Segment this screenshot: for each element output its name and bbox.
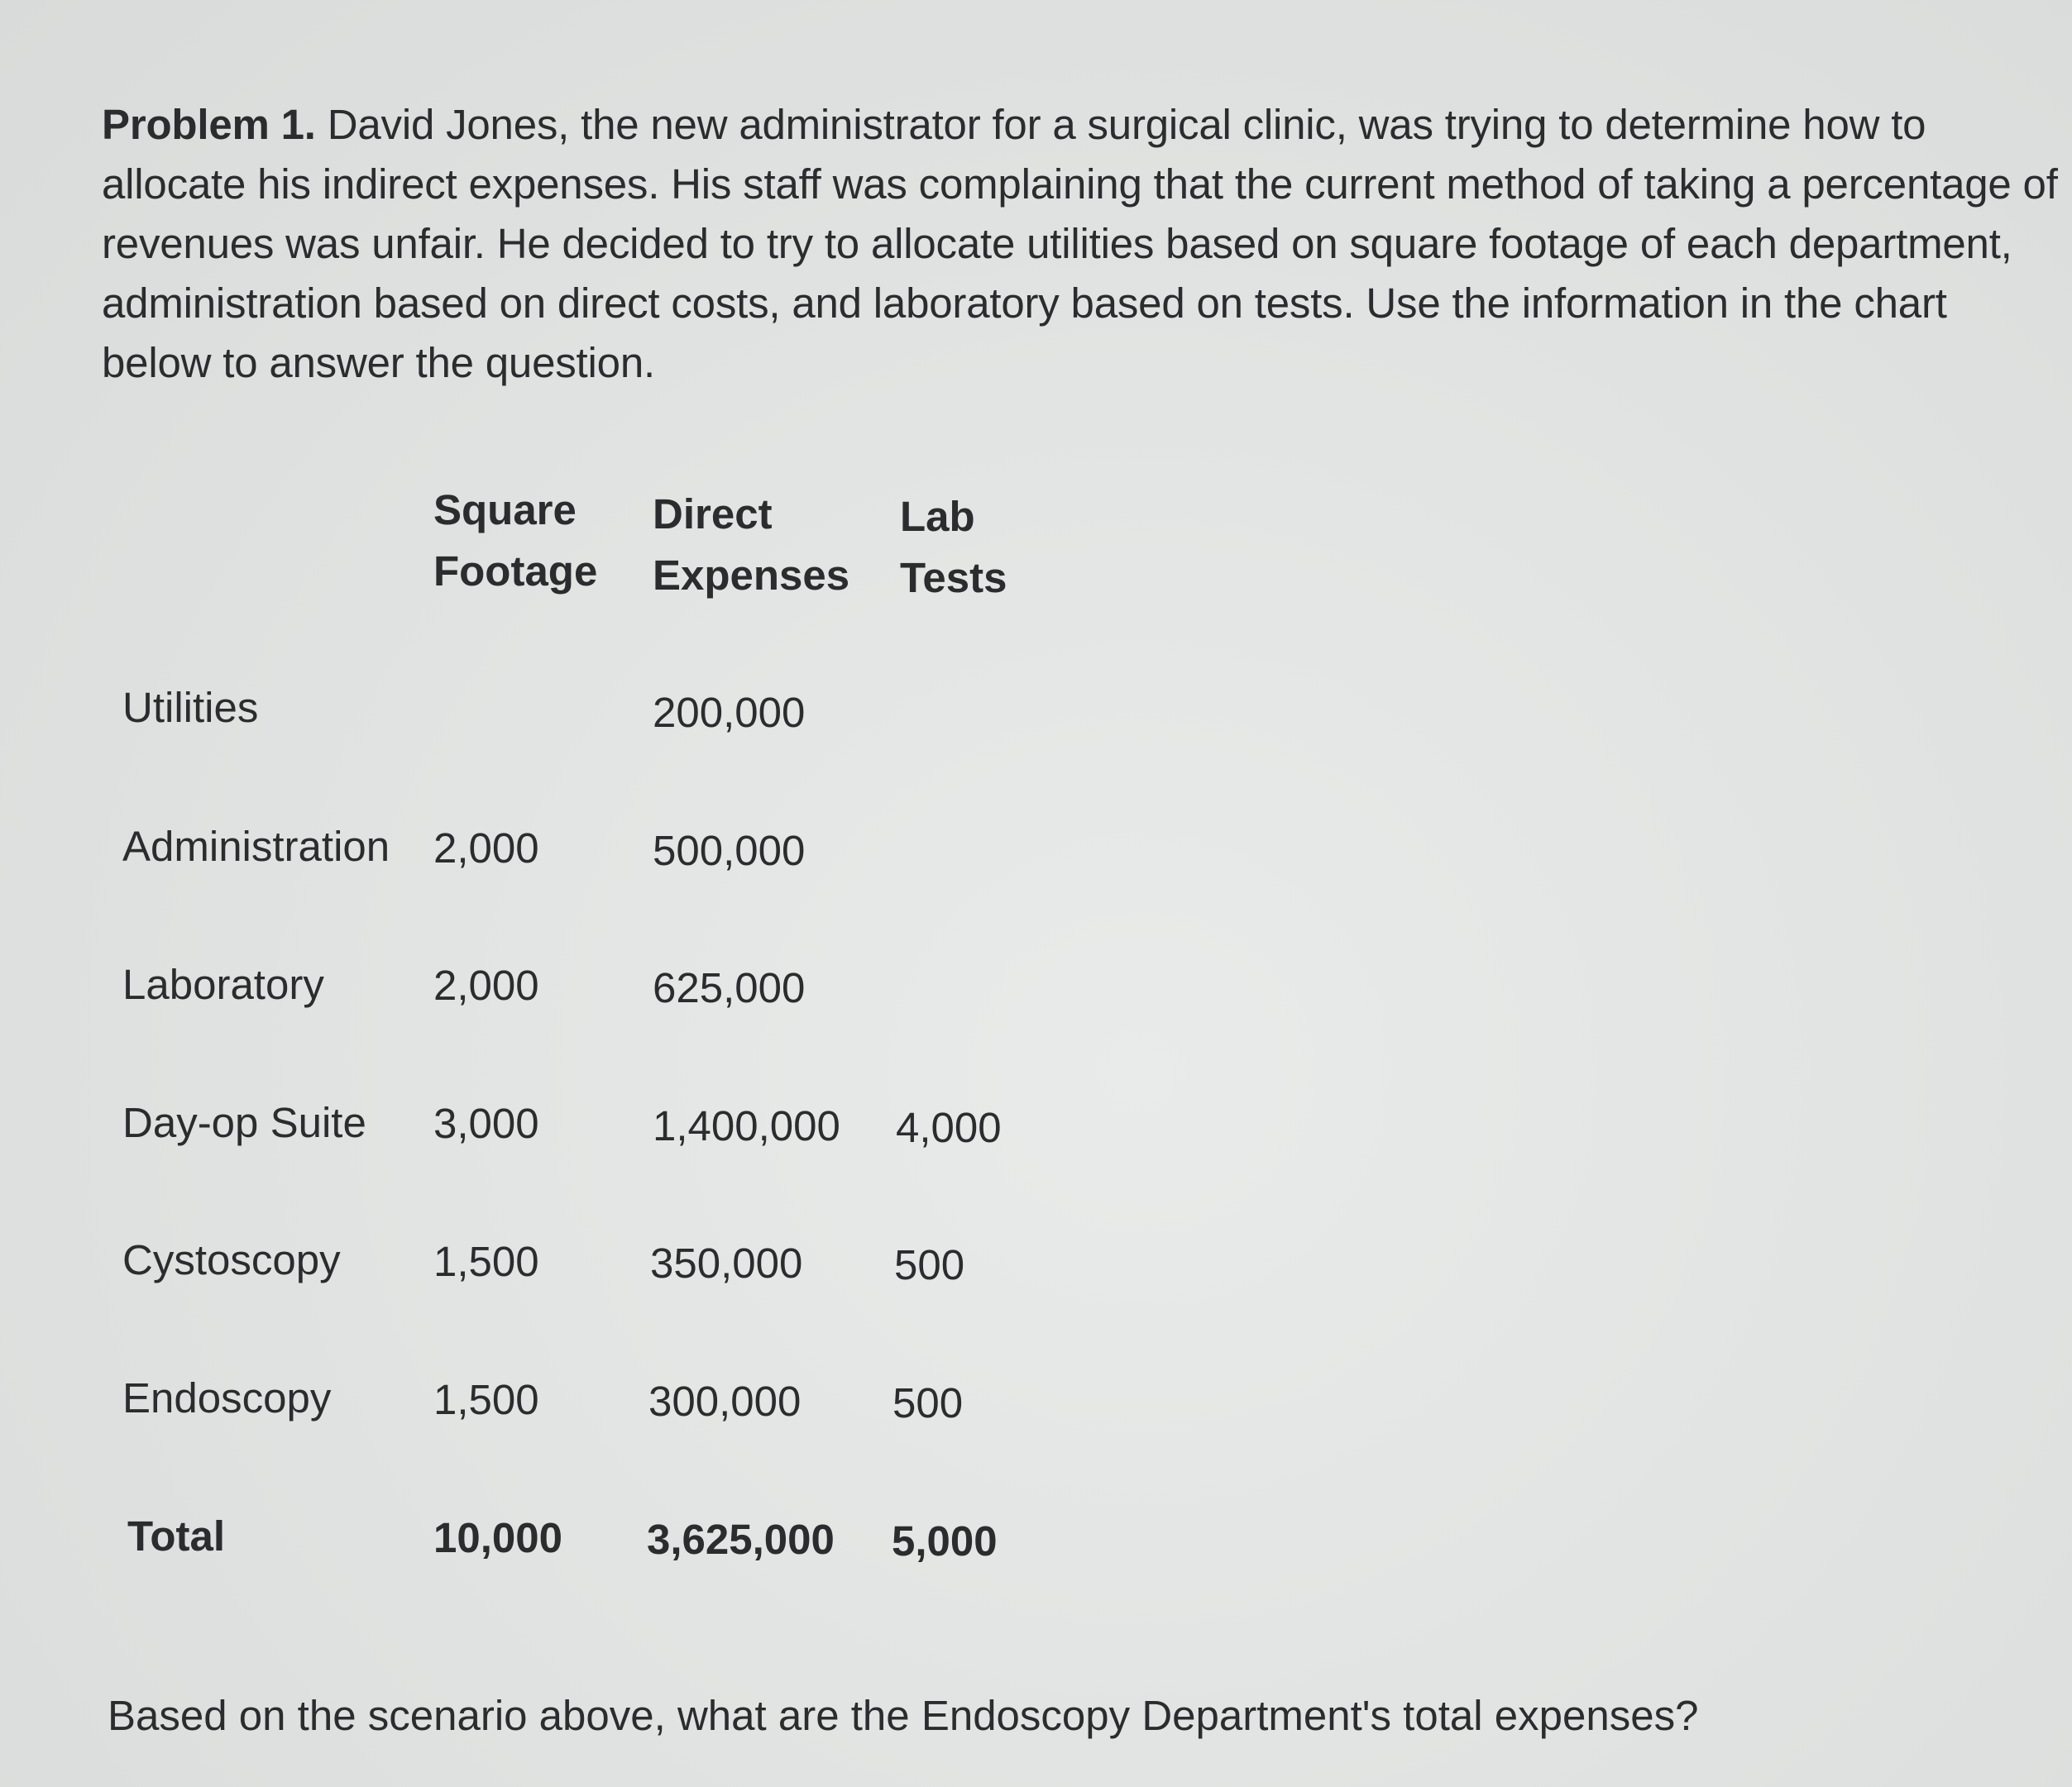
- problem-body: David Jones, the new administrator for a surgical clinic, was trying to determine how to allocate his indirect expenses. His staff was complaining that the current method of taking a percentage of revenues was unfair. He decided to try to allocate utilities based on square footage of each department, administration based on direct costs, and laboratory based on tests. Use the information in the chart below to answer the question.: [102, 101, 2058, 386]
- header-lab-tests-line1: Lab: [900, 493, 975, 540]
- row-label-day-op-suite: Day-op Suite: [122, 1099, 366, 1146]
- header-square-footage: [433, 480, 597, 602]
- problem-heading: Problem 1.: [102, 101, 316, 148]
- header-square-footage-line1: Square: [433, 486, 577, 533]
- cell-total-direct-expenses: 3,625,000: [647, 1516, 835, 1563]
- row-label-cystoscopy: Cystoscopy: [122, 1236, 341, 1283]
- header-lab-tests-line2: Tests: [900, 554, 1007, 601]
- cell-day-op-suite-direct-expenses: 1,400,000: [653, 1102, 840, 1149]
- cell-administration-square-footage: 2,000: [433, 824, 539, 872]
- cell-laboratory-square-footage: 2,000: [433, 962, 539, 1009]
- cell-cystoscopy-lab-tests: 500: [894, 1241, 965, 1288]
- cell-day-op-suite-square-footage: 3,000: [433, 1100, 539, 1147]
- problem-statement: [102, 95, 2062, 393]
- header-lab-tests: [900, 486, 1007, 609]
- question-text: Based on the scenario above, what are the Endoscopy Department's total expenses?: [108, 1692, 1699, 1739]
- row-label-laboratory: Laboratory: [122, 961, 324, 1008]
- row-label-administration: Administration: [122, 823, 390, 870]
- header-square-footage-line2: Footage: [433, 547, 598, 595]
- cell-administration-direct-expenses: 500,000: [653, 827, 806, 874]
- header-direct-expenses: [653, 484, 849, 606]
- cell-cystoscopy-square-footage: 1,500: [433, 1238, 539, 1285]
- cell-endoscopy-lab-tests: 500: [892, 1379, 964, 1426]
- cell-endoscopy-direct-expenses: 300,000: [648, 1378, 802, 1425]
- cell-total-lab-tests: 5,000: [892, 1517, 998, 1565]
- row-label-utilities: Utilities: [122, 684, 259, 731]
- header-direct-expenses-line1: Direct: [653, 490, 773, 538]
- cell-day-op-suite-lab-tests: 4,000: [896, 1104, 1002, 1151]
- cell-cystoscopy-direct-expenses: 350,000: [650, 1240, 803, 1287]
- cell-utilities-direct-expenses: 200,000: [653, 689, 806, 736]
- cell-laboratory-direct-expenses: 625,000: [653, 964, 806, 1011]
- row-label-total: Total: [127, 1512, 226, 1560]
- cell-total-square-footage: 10,000: [433, 1514, 562, 1561]
- cell-endoscopy-square-footage: 1,500: [433, 1376, 539, 1423]
- header-direct-expenses-line2: Expenses: [653, 552, 850, 599]
- row-label-endoscopy: Endoscopy: [122, 1374, 332, 1421]
